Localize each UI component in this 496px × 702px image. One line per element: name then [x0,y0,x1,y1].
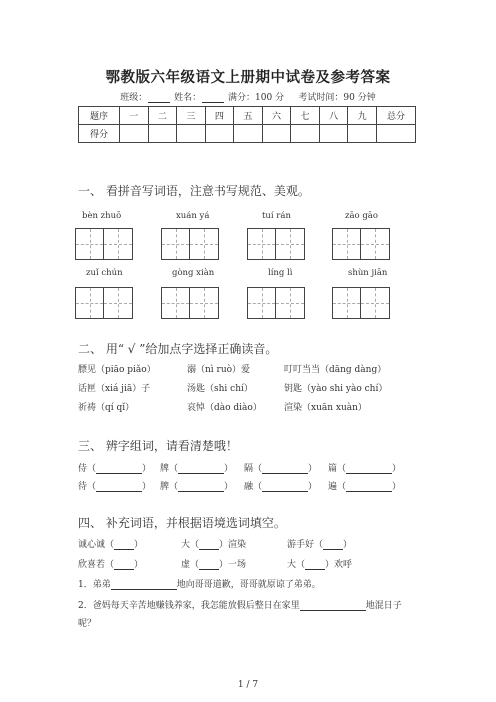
pinyin: xuán yá [176,211,210,221]
idiom-text: ）欢呼 [325,560,353,570]
char: 遍 [328,482,338,492]
pinyin: bèn zhuō [82,211,122,221]
answer-blank[interactable] [178,482,224,492]
exam-title: 鄂教版六年级语文上册期中试卷及参考答案 [105,69,391,86]
idiom-text: 游手好（ [287,540,324,550]
header-cell: 八 [319,107,348,125]
score-cell [148,125,177,143]
question-2-cont: 呢？ [78,619,97,629]
idiom-text: 大（ [287,560,306,570]
answer-blank[interactable] [305,560,325,570]
pinyin: shùn jiān [348,268,388,278]
header-cell: 三 [177,107,206,125]
row-label: 得分 [79,125,120,143]
reading-option[interactable]: 溺（nì ruò）爱 [187,365,251,375]
header-cell: 四 [205,107,234,125]
reading-option[interactable]: 渲染（xuān xuàn） [284,403,367,413]
idiom-text: 欣喜若（ [78,560,115,570]
reading-option[interactable]: 话匣（xiá jiā）子 [78,384,151,394]
answer-blank[interactable] [262,482,308,492]
idiom-item [287,557,352,570]
header-cell: 二 [148,107,177,125]
idiom-text: ） [134,560,144,570]
header-cell: 总分 [377,107,416,125]
reading-option[interactable]: 哀悼（dào diào） [187,403,262,413]
writing-grid[interactable] [247,287,305,319]
header-cell: 五 [234,107,263,125]
reading-option[interactable]: 祈祷（qí qǐ） [78,403,135,413]
time-label: 考试时间：90 分钟 [298,93,376,103]
score-cell [234,125,263,143]
writing-grid[interactable] [161,228,219,260]
question-2 [78,598,402,611]
score-label: 满分：100 分 [228,93,285,103]
idiom-item [78,557,143,570]
word-group-item: 牌（ ） [160,464,234,474]
score-cell [291,125,320,143]
char: 篇 [328,464,338,474]
answer-blank[interactable] [199,560,219,570]
answer-blank[interactable] [96,464,142,474]
idiom-text: ） [343,540,353,550]
pinyin: zuǐ chún [86,268,123,278]
writing-grid[interactable] [161,287,219,319]
pinyin: zāo gāo [345,211,378,221]
pinyin: líng lì [268,268,293,278]
section4-heading: 四、 补充词语，并根据语境选词填空。 [78,516,286,530]
score-cell [319,125,348,143]
section1-heading: 一、 看拼音写词语，注意书写规范、美观。 [78,184,310,198]
reading-option[interactable]: 汤匙（shi chí） [187,384,253,394]
reading-option[interactable]: 钥匙（yào shi yào chí） [284,384,388,394]
header-cell: 六 [262,107,291,125]
char: 牌 [160,464,170,474]
name-label: 姓名： [174,93,202,103]
word-group-item: 脾（ ） [160,482,234,492]
class-label: 班级： [120,93,148,103]
section2-heading: 二、 用“ √ ”给加点字选择正确读音。 [78,342,278,356]
exam-info [0,90,496,103]
reading-option[interactable]: 膘见（piāo piǎo） [78,365,156,375]
idiom-item [181,537,246,550]
answer-blank[interactable] [199,540,219,550]
word-group-item: 篇（ ） [328,464,402,474]
answer-blank[interactable] [96,482,142,492]
writing-grid[interactable] [75,287,133,319]
char: 隔 [244,464,254,474]
idiom-item [181,557,246,570]
idiom-text: ） [134,540,144,550]
char: 侍 [78,464,88,474]
reading-option[interactable]: 叮叮当当（dāng dàng） [284,365,387,375]
score-cell [262,125,291,143]
header-cell: 一 [120,107,149,125]
answer-blank[interactable] [114,540,134,550]
question-text: 2．爸妈每天辛苦地赚钱养家，我怎能放假后整日在家里 [78,601,300,611]
question-text: 地混日子 [365,601,402,611]
answer-blank[interactable] [111,580,177,590]
score-cell [205,125,234,143]
score-cell [120,125,149,143]
answer-blank[interactable] [114,560,134,570]
answer-blank[interactable] [262,464,308,474]
question-1 [78,577,321,590]
score-table-row [79,125,416,143]
writing-grid[interactable] [332,228,390,260]
score-cell [348,125,377,143]
writing-grid[interactable] [332,287,390,319]
word-group-item: 侍（ ） [78,464,152,474]
idiom-text: ）一场 [219,560,247,570]
word-group-item: 隔（ ） [244,464,318,474]
word-group-item: 融（ ） [244,482,318,492]
word-group-item: 待（ ） [78,482,152,492]
score-table-header [79,107,416,125]
score-cell [377,125,416,143]
answer-blank[interactable] [178,464,224,474]
section3-heading: 三、 辨字组词，请看清楚哦！ [78,439,238,453]
idiom-text: 大（ [181,540,200,550]
score-cell [177,125,206,143]
pinyin: gòng xiàn [172,268,215,278]
header-cell: 七 [291,107,320,125]
question-text: 地向哥哥道歉，哥哥就原谅了弟弟。 [176,580,321,590]
idiom-item [287,537,352,550]
header-cell: 题序 [79,107,120,125]
class-blank [148,93,170,103]
score-table [78,106,416,143]
answer-blank[interactable] [300,601,366,611]
name-blank [202,93,224,103]
answer-blank[interactable] [323,540,343,550]
idiom-text: 诚心诚（ [78,540,115,550]
question-text: 1．弟弟 [78,580,111,590]
answer-blank[interactable] [346,464,392,474]
word-group-item: 遍（ ） [328,482,402,492]
idiom-text: ）渲染 [219,540,247,550]
pinyin: tuí rán [262,211,291,221]
idiom-item [78,537,143,550]
header-cell: 九 [348,107,377,125]
page-number: 1 / 7 [237,680,259,690]
char: 融 [244,482,254,492]
writing-grid[interactable] [247,228,305,260]
char: 脾 [160,482,170,492]
writing-grid[interactable] [75,228,133,260]
answer-blank[interactable] [346,482,392,492]
idiom-text: 虚（ [181,560,200,570]
char: 待 [78,482,88,492]
